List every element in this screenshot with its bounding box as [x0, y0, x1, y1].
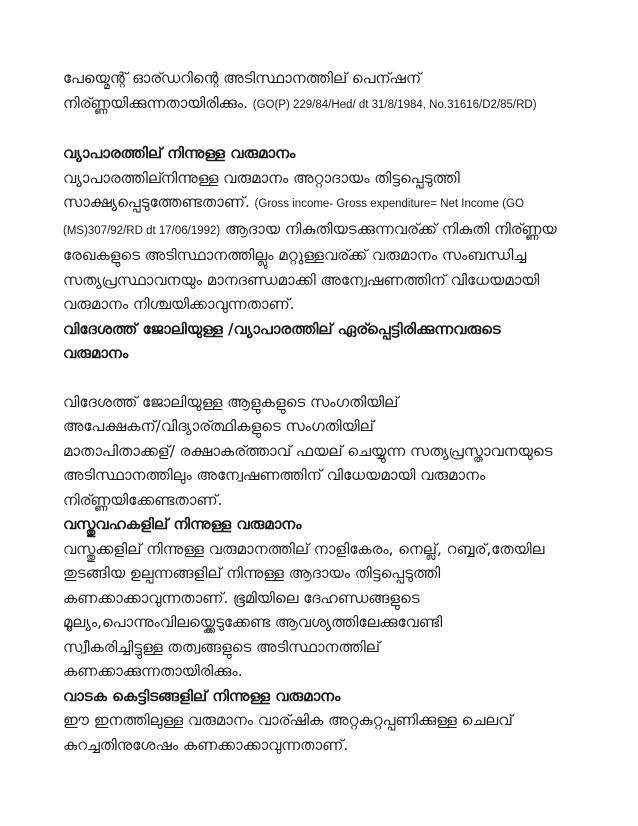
business-text-line-6: വരുമാനം നിശ്ചയിക്കാവുന്നതാണ്.	[63, 295, 295, 313]
business-text-line-5: സത്യപ്രസ്ഥാവനയും മാനദണ്ഡമാക്കി അന്വേഷണത്തിന് വിധേയമായി	[63, 270, 540, 289]
paragraph-spacer	[63, 117, 583, 141]
abroad-text-line-3: മാതാപിതാക്കള്/ രക്ഷാകര്ത്താവ് ഫയല് ചെയ്യുന്ന സത്യപ്രസ്താവനയുടെ	[63, 441, 553, 460]
pension-text-line-1: പേയ്മെന്റ് ഓര്ഡറിന്റെ അടിസ്ഥാനത്തില് പെന്ഷന്	[63, 69, 422, 87]
business-text-line-4: രേഖകളുടെ അടിസ്ഥാനത്തില്ലും മറ്റുള്ളവര്ക്ക് വരുമാനം സംബന്ധിച്ച	[63, 246, 527, 264]
pension-text-line-2-main: നിര്ണ്ണയിക്കുന്നതായിരിക്കും.	[63, 93, 248, 112]
business-text-line-3-main: ആദായ നികുതിയടക്കുന്നവര്ക്ക് നികുതി നിര്ണ്ണയ	[225, 219, 557, 238]
heading-abroad-income-line-1: വിദേശത്ത് ജോലിയുള്ള /വ്യാപാരത്തില് ഏര്പ്പെട്ടിരിക്കുന്നവരുടെ	[63, 319, 501, 338]
heading-asset-income: വസ്തുവഹകളില് നിന്നുള്ള വരുമാനം	[63, 515, 302, 533]
business-text-line-1: വ്യാപാരത്തില്നിന്നുള്ള വരുമാനം അറ്റാദായം തിട്ടപ്പെടുത്തി	[63, 168, 460, 187]
abroad-text-line-5: നിര്ണ്ണയിക്കേണ്ടതാണ്.	[63, 490, 223, 509]
heading-abroad-income-line-2: വരുമാനം	[63, 344, 129, 362]
business-text-line-2	[63, 190, 583, 217]
heading-rental-income: വാടക കെട്ടിടങ്ങളില് നിന്നുള്ള വരുമാനം	[63, 686, 341, 705]
business-text-line-3	[63, 217, 583, 244]
asset-text-line-4: മൂല്യം,പൊന്നുംവിലയ്ക്കെടുക്കേണ്ട ആവശ്യത്തിലേക്കുവേണ്ടി	[63, 613, 443, 631]
pension-text-line-2	[63, 91, 583, 118]
asset-text-line-6: കണക്കാക്കുന്നതായിരിക്കും.	[63, 662, 243, 680]
asset-text-line-3: കണക്കാക്കാവുന്നതാണ്. ഭൂമിയിലെ ദേഹണ്ഡങ്ങളുടെ	[63, 588, 420, 607]
pension-government-order-reference: (GO(P) 229/84/Hed/ dt 31/8/1984, No.31616/D2/85/RD)	[252, 98, 537, 111]
heading-business-income: വ്യാപാരത്തില് നിന്നുള്ള വരുമാനം	[63, 144, 296, 162]
asset-text-line-1: വസ്തുക്കളില് നിന്നുള്ള വരുമാനത്തില് നാളികേരം, നെല്ല്, റബ്ബര്,തേയില	[63, 539, 545, 558]
asset-text-line-5: സ്വീകരിച്ചിട്ടുള്ള തത്വങ്ങളുടെ അടിസ്ഥാനത്തില്	[63, 637, 380, 656]
abroad-text-line-1: വിദേശത്ത് ജോലിയുള്ള ആളുകളുടെ സംഗതിയില്	[63, 392, 399, 411]
business-text-line-2-main: സാക്ഷ്യപ്പെടുത്തേണ്ടതാണ്.	[63, 193, 250, 211]
paragraph-spacer	[63, 366, 583, 390]
abroad-text-line-2: അപേക്ഷകന്/വിദ്യാര്ത്ഥികളുടെ സംഗതിയില്	[63, 417, 374, 435]
rent-text-line-1: ഈ ഇനത്തിലുള്ള വരുമാനം വാര്ഷിക അറ്റകുറ്റപ്പണിക്കുള്ള ചെലവ്	[63, 711, 513, 729]
business-government-order-reference: (MS)307/92/RD dt 17/06/1992)	[63, 224, 221, 237]
business-formula-reference: (Gross income- Gross expenditure= Net Income (GO	[254, 198, 524, 210]
rent-text-line-2: കുറച്ചതിനുശേഷം കണക്കാക്കാവുന്നതാണ്.	[63, 735, 349, 754]
abroad-text-line-4: അടിസ്ഥാനത്തിലും അന്വേഷണത്തിന് വിധേയമായി വരുമാനം	[63, 466, 486, 484]
asset-text-line-2: തുടങ്ങിയ ഉല്പന്നങ്ങളില് നിന്നുള്ള ആദായം തിട്ടപ്പെടുത്തി	[63, 564, 441, 582]
document-body	[63, 66, 583, 757]
